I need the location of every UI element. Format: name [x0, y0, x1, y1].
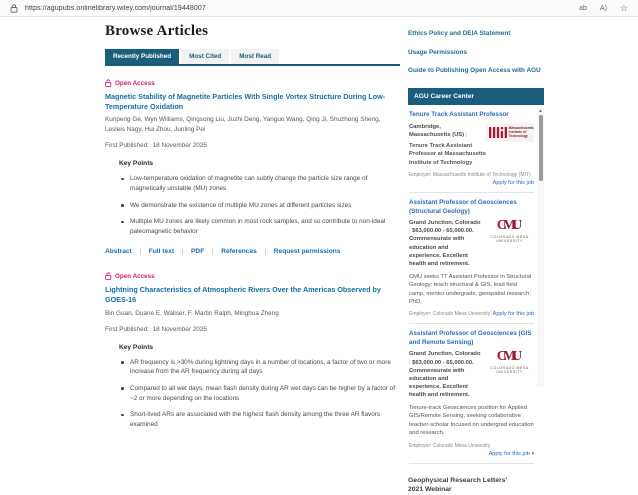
article-item	[105, 272, 400, 429]
open-access-row	[105, 272, 400, 280]
job-title-link[interactable]: Assistant Professor of Geosciences (Structural Geology)	[409, 199, 517, 215]
address-bar-actions	[579, 4, 628, 13]
career-center-header: AGU Career Center	[408, 88, 544, 105]
pdf-link[interactable]: PDF	[182, 248, 212, 255]
job-footer	[409, 443, 534, 457]
meta-divider: |	[465, 131, 468, 138]
open-access-row	[105, 79, 400, 87]
job-location: Cambridge, Massachusetts (US)	[409, 123, 465, 138]
job-footer	[409, 311, 534, 317]
page-title: Browse Articles	[105, 23, 209, 39]
key-point: Short-lived ARs are associated with the highest flash density among the three AR flavors examined	[119, 410, 397, 429]
abstract-link[interactable]: Abstract	[105, 248, 132, 256]
first-published-date: 18 November 2025	[152, 142, 207, 150]
mit-logo-caption: Massachusetts Institute of Technology	[508, 126, 534, 139]
cmu-logo[interactable]	[485, 350, 534, 399]
open-access-unlock-icon	[105, 79, 112, 87]
first-published-label: First Published:	[105, 142, 150, 150]
job-salary: $63,000.00 - 65,000.00. Commensurate with education and experience. Excellent health and retirement.	[409, 359, 474, 398]
meta-divider: |	[409, 228, 411, 235]
key-point: Compared to all wet days, mean flash density during AR wet days can be higher by a factor of ~2 or more depending on the locations	[119, 384, 397, 403]
job-description: Tenure-track Geosciences position for Applied GIS/Remote Sensing, seeking collaborative teacher-scholar focused on undergrad education and research.	[409, 405, 534, 437]
job-title-link[interactable]: Tenure Track Assistant Professor	[409, 111, 509, 119]
career-center-widget	[408, 105, 544, 463]
career-widget-scrollbar[interactable]	[537, 107, 544, 387]
mit-bars-icon	[489, 126, 507, 139]
job-listing	[409, 193, 534, 324]
scrollbar-thumb[interactable]	[539, 115, 543, 181]
first-published-line	[105, 142, 400, 149]
apply-link-label: Apply for this job	[488, 450, 530, 457]
job-title-link[interactable]: Assistant Professor of Geosciences (GIS and Remote Sensing)	[409, 330, 532, 346]
browse-articles-section	[105, 23, 400, 429]
job-employer: Employer: Massachusetts Institute of Technology (MIT)	[409, 172, 531, 179]
job-description: CMU seeks TT Assistant Professor in Structural Geology: teach structural & GIS, lead field camp, mentor undergrads, geospatial research; PhD.	[409, 273, 532, 306]
article-title-link[interactable]: Magnetic Stability of Magnetite Particles With Single Vortex Structure During Low‐Temperature Oxidation	[105, 92, 386, 111]
job-location-salary	[409, 123, 487, 167]
job-listing	[409, 324, 534, 463]
key-points-list	[119, 174, 400, 236]
browser-address-bar	[0, 0, 638, 17]
job-location: Grand Junction, Colorado	[409, 351, 481, 358]
key-points-heading: Key Points	[119, 160, 154, 168]
job-location: Grand Junction, Colorado	[409, 220, 481, 227]
mit-logo[interactable]	[485, 123, 534, 167]
key-point: We demonstrate the existence of multiple MU zones at different particles sizes	[119, 201, 397, 211]
key-point: Low-temperature oxidation of magnetite can subtly change the particle size range of magnetically unstable (MU) zones	[119, 174, 397, 193]
job-description: Tenure Track Assistant Professor at Massachusetts Institute of Technology	[409, 143, 487, 166]
first-published-line	[105, 326, 400, 333]
apply-link[interactable]	[489, 451, 534, 457]
article-authors: Bin Guan, Duane E. Waliser, F. Martin Ralph, Minghua Zheng	[105, 309, 279, 317]
key-point: AR frequency is >30% during lightning days in a number of locations, a factor of two or more increase from the AR frequency during all days	[119, 358, 397, 377]
full-text-link[interactable]: Full text	[140, 248, 182, 255]
url-field[interactable]: https://agupubs.onlinelibrary.wiley.com/journal/19448007	[25, 4, 206, 12]
cmu-monogram-icon: CMU	[496, 218, 519, 234]
request-permissions-link[interactable]: Request permissions	[265, 248, 349, 255]
cmu-logo-caption: COLORADO MESA UNIVERSITY	[490, 366, 529, 375]
tab-recently-published[interactable]: Recently Published	[105, 49, 179, 64]
job-footer	[409, 172, 534, 186]
webinar-heading: Geophysical Research Letters' 2021 Webinar	[408, 476, 508, 494]
key-points-heading: Key Points	[119, 343, 154, 351]
job-location-salary	[409, 350, 481, 399]
cmu-logo-caption: COLORADO MESA UNIVERSITY	[490, 235, 529, 244]
job-columns	[409, 350, 534, 399]
sidebar-link-ethics-policy[interactable]: Ethics Policy and DEIA Statement	[408, 30, 511, 38]
article-item	[105, 79, 400, 255]
translate-icon[interactable]: ab	[579, 4, 587, 12]
references-link[interactable]: References	[212, 248, 265, 255]
tab-most-read[interactable]: Most Read	[231, 49, 279, 64]
cmu-logo[interactable]	[485, 219, 534, 268]
favorites-star-icon[interactable]: ☆	[619, 2, 628, 13]
tab-most-cited[interactable]: Most Cited	[181, 49, 229, 64]
meta-divider: |	[409, 359, 411, 366]
chevron-down-icon: ▾	[531, 450, 534, 457]
first-published-label: First Published:	[105, 325, 150, 333]
article-authors: Kunpeng Ge, Wyn Williams, Qingsong Liu, Juzhi Deng, Yanguo Wang, Qing Ji, Shuzhong Sheng, Lesleis Nagy, Hui Zhou, Junling Pei	[105, 116, 381, 134]
scrollbar-up-arrow-icon[interactable]: ▲	[538, 108, 543, 114]
site-info-lock-icon[interactable]	[10, 4, 18, 13]
job-location-salary	[409, 219, 481, 268]
key-points-list	[119, 358, 400, 430]
article-tabs	[105, 49, 400, 66]
read-aloud-icon[interactable]: A)	[599, 4, 607, 12]
open-access-label: Open Access	[115, 272, 155, 280]
open-access-label: Open Access	[115, 79, 155, 87]
open-access-unlock-icon	[105, 272, 112, 280]
article-title-link[interactable]: Lightning Characteristics of Atmospheric Rivers Over the Americas Observed by GOES‐16	[105, 285, 381, 305]
article-action-links	[105, 248, 400, 255]
cmu-monogram-icon: CMU	[496, 349, 519, 365]
job-listing	[409, 105, 534, 193]
apply-link[interactable]: Apply for this job	[492, 180, 534, 187]
job-employer: Employer: Colorado Mesa University	[409, 311, 491, 318]
job-columns	[409, 219, 534, 268]
job-employer: Employer: Colorado Mesa University	[409, 442, 491, 449]
sidebar-link-open-access-guide[interactable]: Guide to Publishing Open Access with AGU	[408, 66, 541, 74]
right-sidebar	[408, 0, 544, 495]
sidebar-link-usage-permissions[interactable]: Usage Permissions	[408, 48, 467, 56]
apply-link[interactable]: Apply for this job	[492, 311, 534, 318]
first-published-date: 18 November 2025	[152, 325, 207, 333]
job-salary: $63,000.00 - 65,000.00. Commensurate with education and experience. Excellent health and retirement.	[409, 228, 474, 267]
job-columns	[409, 123, 534, 167]
key-point: Multiple MU zones are likely common in most rock samples, and so contribute to non-ideal paleomagnetic behavior	[119, 217, 397, 236]
